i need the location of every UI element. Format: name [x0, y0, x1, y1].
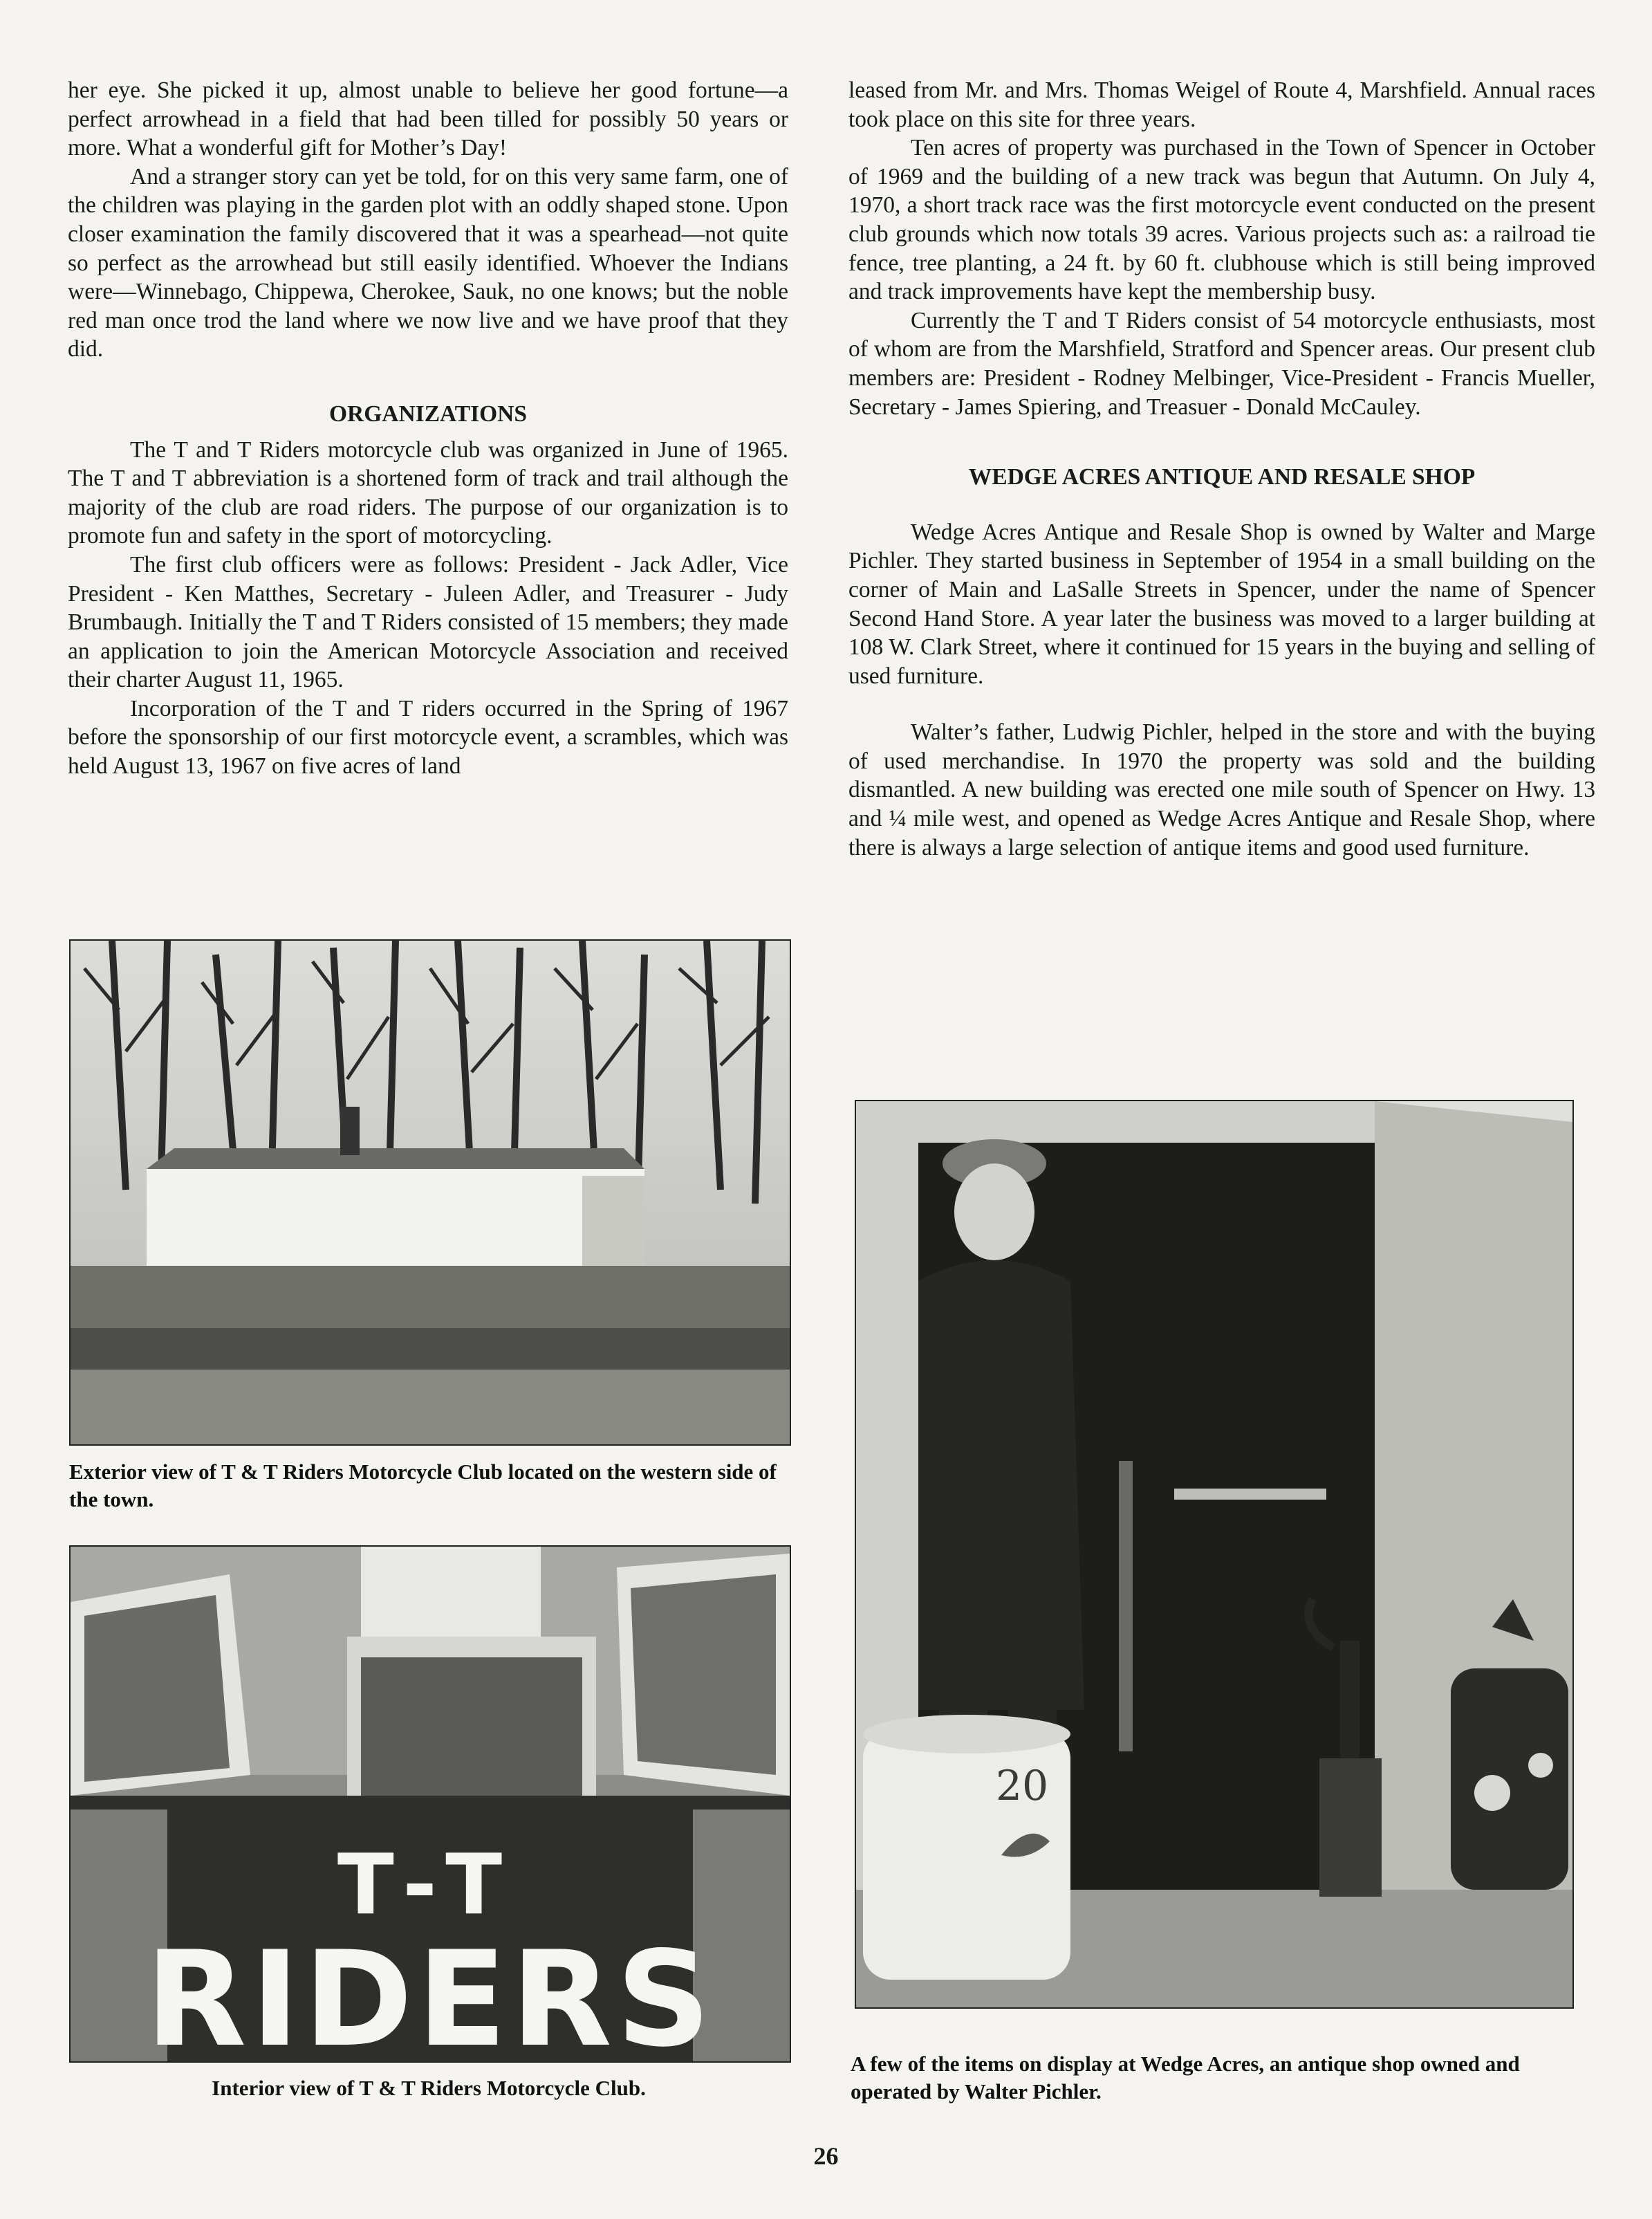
- section-heading-organizations: ORGANIZATIONS: [328, 400, 528, 427]
- paragraph: leased from Mr. and Mrs. Thomas Weigel of Route 4, Marshfield. Annual races took place on this site for three years.: [848, 77, 1595, 132]
- page-number: 26: [813, 2142, 839, 2170]
- interior-sign-riders: RIDERS: [145, 1923, 715, 2061]
- interior-sign-tt: T-T: [337, 1837, 523, 1933]
- paragraph: Incorporation of the T and T riders occurred in the Spring of 1967 before the sponsorship of our first motorcycle event, a scrambles, which was held August 13, 1967 on five acres of land: [68, 695, 788, 780]
- left-text-column: [68, 76, 788, 781]
- paragraph: Walter’s father, Ludwig Pichler, helped in the store and with the buying of used merchandise. In 1970 the property was sold and the building dismantled. A new building was erected one mile south of Spencer on Hwy. 13 and ¼ mile west, and opened as Wedge Acres Antique and Resale Shop, where there is always a large selection of antique items and good used furniture.: [848, 719, 1595, 860]
- paragraph: her eye. She picked it up, almost unable to believe her good fortune—a perfect arrowhead in a field that had been tilled for possibly 50 years or more. What a wonderful gift for Mother’s Day!: [68, 77, 788, 161]
- antique-shop-photo-caption: A few of the items on display at Wedge Acres, an antique shop owned and operated by Walter Pichler.: [851, 2052, 1520, 2103]
- crock-number: 20: [995, 1762, 1049, 1810]
- paragraph: The T and T Riders motorcycle club was organized in June of 1965. The T and T abbreviation is a shortened form of track and trail although the majority of the club are road riders. The purpose of our organization is to promote fun and safety in the sport of motorcycling.: [68, 436, 788, 549]
- exterior-photo-caption: Exterior view of T & T Riders Motorcycle Club located on the western side of the town.: [69, 1460, 777, 1511]
- paragraph: Currently the T and T Riders consist of 54 motorcycle enthusiasts, most of whom are from the Marshfield, Stratford and Spencer areas. Our present club members are: President - Rodney Melbinger, Vice-President - Francis Mueller, Secretary - James Spiering, and Treasuer - Donald McCauley.: [848, 307, 1595, 420]
- paragraph: And a stranger story can yet be told, for on this very same farm, one of the children was playing in the garden plot with an oddly shaped stone. Upon closer examination the family discovered that it was a spearhead—not quite so perfect as the arrowhead but still easily identified. Whoever the Indians were—Winnebago, Chippewa, Cherokee, Sauk, no one knows; but the noble red man once trod the land where we now live and we have proof that they did.: [68, 163, 788, 362]
- section-heading-wedge-acres: WEDGE ACRES ANTIQUE AND RESALE SHOP: [968, 464, 1476, 490]
- interior-photo-caption: Interior view of T & T Riders Motorcycle Club.: [212, 2076, 646, 2100]
- right-text-column: [848, 76, 1595, 862]
- exterior-photo: [69, 939, 791, 1446]
- interior-photo: [69, 1545, 791, 2063]
- paragraph: The first club officers were as follows: President - Jack Adler, Vice President - Ken Matthes, Secretary - Juleen Adler, and Treasurer - Judy Brumbaugh. Initially the T and T Riders consisted of 15 members; they made an application to join the American Motorcycle Association and received their charter August 11, 1965.: [68, 551, 788, 693]
- paragraph: Wedge Acres Antique and Resale Shop is owned by Walter and Marge Pichler. They started business in September of 1954 in a small building on the corner of Main and LaSalle Streets in Spencer, under the name of Spencer Second Hand Store. A year later the business was moved to a larger building at 108 W. Clark Street, where it continued for 15 years in the buying and selling of used furniture.: [848, 519, 1595, 689]
- paragraph: Ten acres of property was purchased in the Town of Spencer in October of 1969 and the building of a new track was begun that Autumn. On July 4, 1970, a short track race was the first motorcycle event conducted on the present club grounds which now totals 39 acres. Various projects such as: a railroad tie fence, tree planting, a 24 ft. by 60 ft. clubhouse which is still being improved and track improvements have kept the membership busy.: [848, 135, 1595, 305]
- antique-shop-photo: [855, 1100, 1574, 2009]
